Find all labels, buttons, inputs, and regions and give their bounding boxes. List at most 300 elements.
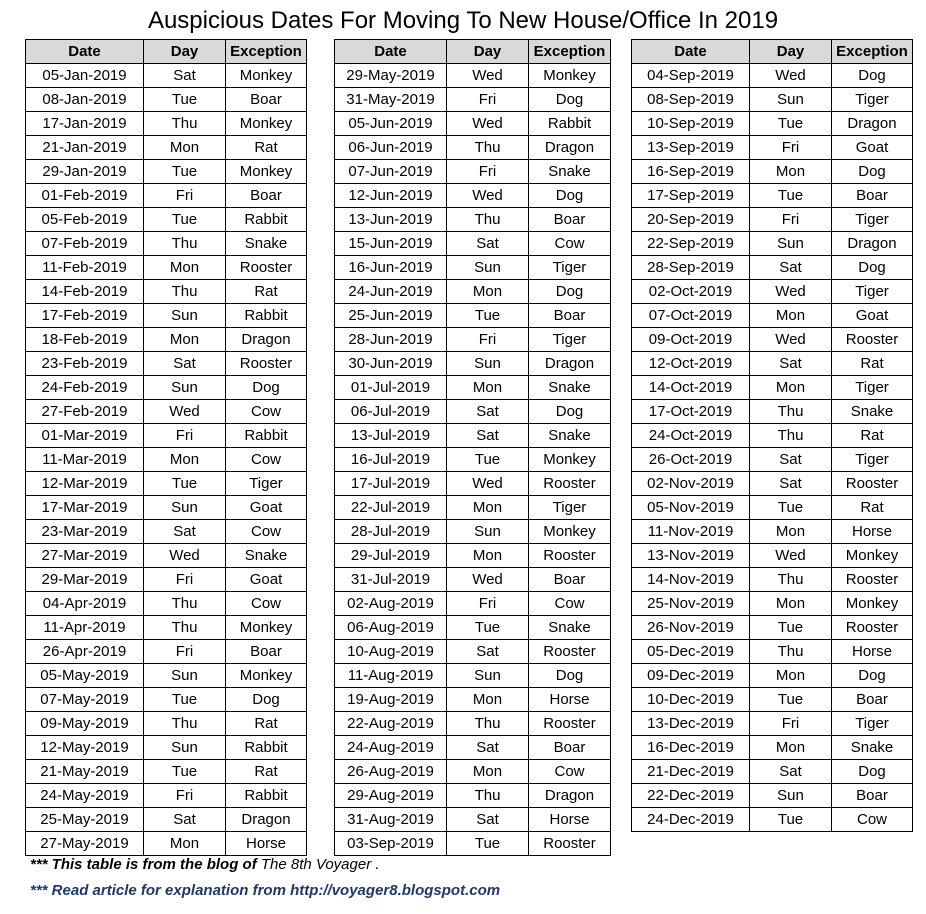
table-row (335, 712, 611, 736)
table-row (632, 544, 913, 568)
exception-cell: Goat (226, 496, 307, 520)
source-footnote-blog-name: The 8th Voyager . (256, 856, 380, 873)
table-row (335, 208, 611, 232)
date-cell: 16-Dec-2019 (632, 736, 750, 760)
date-cell: 16-Sep-2019 (632, 160, 750, 184)
table-row (335, 736, 611, 760)
exception-cell: Cow (529, 232, 611, 256)
table-row (26, 88, 307, 112)
exception-cell: Horse (832, 520, 913, 544)
table-row (26, 448, 307, 472)
table-row (26, 544, 307, 568)
date-cell: 14-Feb-2019 (26, 280, 144, 304)
exception-cell: Boar (529, 304, 611, 328)
date-cell: 17-Mar-2019 (26, 496, 144, 520)
table-row (26, 376, 307, 400)
exception-cell: Rooster (226, 352, 307, 376)
exception-cell: Rabbit (226, 424, 307, 448)
day-cell: Mon (144, 832, 226, 856)
table-row (632, 208, 913, 232)
exception-cell: Rat (226, 760, 307, 784)
table-row (632, 280, 913, 304)
date-cell: 28-Sep-2019 (632, 256, 750, 280)
date-cell: 27-Feb-2019 (26, 400, 144, 424)
table-row (632, 352, 913, 376)
day-cell: Fri (750, 712, 832, 736)
date-cell: 25-Jun-2019 (335, 304, 447, 328)
header-exception: Exception (529, 40, 611, 64)
table-row (335, 184, 611, 208)
exception-cell: Rooster (529, 832, 611, 856)
date-cell: 19-Aug-2019 (335, 688, 447, 712)
day-cell: Tue (144, 208, 226, 232)
table-row (335, 688, 611, 712)
table-row (26, 496, 307, 520)
table-row (335, 64, 611, 88)
day-cell: Sun (144, 736, 226, 760)
date-cell: 22-Aug-2019 (335, 712, 447, 736)
day-cell: Sat (447, 736, 529, 760)
table-row (335, 784, 611, 808)
exception-cell: Dog (832, 64, 913, 88)
day-cell: Sat (750, 760, 832, 784)
exception-cell: Rabbit (529, 112, 611, 136)
exception-cell: Tiger (832, 712, 913, 736)
date-cell: 13-Dec-2019 (632, 712, 750, 736)
table-row (632, 592, 913, 616)
exception-cell: Boar (832, 184, 913, 208)
day-cell: Mon (750, 304, 832, 328)
day-cell: Tue (750, 688, 832, 712)
day-cell: Sat (144, 520, 226, 544)
day-cell: Sat (750, 256, 832, 280)
table-row (26, 64, 307, 88)
date-cell: 31-Jul-2019 (335, 568, 447, 592)
table-row (632, 232, 913, 256)
table-row (26, 112, 307, 136)
table-row (632, 256, 913, 280)
exception-cell: Tiger (832, 280, 913, 304)
date-cell: 05-Feb-2019 (26, 208, 144, 232)
exception-cell: Cow (226, 520, 307, 544)
day-cell: Sat (144, 64, 226, 88)
date-cell: 02-Oct-2019 (632, 280, 750, 304)
exception-cell: Snake (226, 232, 307, 256)
date-cell: 10-Sep-2019 (632, 112, 750, 136)
table-header-row (335, 40, 611, 64)
day-cell: Tue (144, 472, 226, 496)
day-cell: Sun (750, 784, 832, 808)
day-cell: Mon (750, 376, 832, 400)
table-row (632, 736, 913, 760)
exception-cell: Tiger (226, 472, 307, 496)
table-row (335, 352, 611, 376)
date-cell: 17-Oct-2019 (632, 400, 750, 424)
table-row (632, 616, 913, 640)
day-cell: Wed (750, 328, 832, 352)
exception-cell: Dog (226, 376, 307, 400)
day-cell: Thu (144, 712, 226, 736)
table-row (26, 424, 307, 448)
day-cell: Wed (447, 64, 529, 88)
day-cell: Tue (447, 304, 529, 328)
exception-cell: Rat (832, 424, 913, 448)
header-day: Day (750, 40, 832, 64)
table-row (335, 400, 611, 424)
day-cell: Tue (750, 616, 832, 640)
day-cell: Sat (447, 640, 529, 664)
date-cell: 15-Jun-2019 (335, 232, 447, 256)
exception-cell: Rooster (226, 256, 307, 280)
day-cell: Sat (144, 352, 226, 376)
table-row (335, 592, 611, 616)
date-cell: 01-Feb-2019 (26, 184, 144, 208)
date-cell: 06-Jun-2019 (335, 136, 447, 160)
date-cell: 29-May-2019 (335, 64, 447, 88)
day-cell: Mon (144, 448, 226, 472)
date-cell: 24-Oct-2019 (632, 424, 750, 448)
date-cell: 24-May-2019 (26, 784, 144, 808)
table-row (632, 496, 913, 520)
exception-cell: Rat (832, 496, 913, 520)
table-row (26, 472, 307, 496)
exception-cell: Dog (529, 400, 611, 424)
exception-cell: Boar (226, 184, 307, 208)
exception-cell: Boar (226, 88, 307, 112)
table-row (335, 496, 611, 520)
exception-cell: Cow (226, 592, 307, 616)
day-cell: Mon (750, 736, 832, 760)
date-cell: 13-Sep-2019 (632, 136, 750, 160)
table-row (632, 64, 913, 88)
table-row (26, 280, 307, 304)
day-cell: Mon (144, 136, 226, 160)
table-row (26, 136, 307, 160)
date-cell: 25-Nov-2019 (632, 592, 750, 616)
exception-cell: Tiger (832, 208, 913, 232)
day-cell: Thu (447, 208, 529, 232)
day-cell: Sun (144, 496, 226, 520)
exception-cell: Boar (529, 208, 611, 232)
table-row (26, 520, 307, 544)
exception-cell: Dog (529, 664, 611, 688)
day-cell: Thu (144, 616, 226, 640)
table-header-row (26, 40, 307, 64)
date-cell: 08-Jan-2019 (26, 88, 144, 112)
day-cell: Tue (750, 184, 832, 208)
date-cell: 14-Nov-2019 (632, 568, 750, 592)
exception-cell: Dog (529, 280, 611, 304)
day-cell: Fri (144, 568, 226, 592)
day-cell: Mon (447, 688, 529, 712)
date-cell: 25-May-2019 (26, 808, 144, 832)
day-cell: Thu (447, 784, 529, 808)
dates-table-2 (334, 39, 611, 856)
date-cell: 04-Apr-2019 (26, 592, 144, 616)
table-row (335, 160, 611, 184)
table-row (335, 832, 611, 856)
table-row (632, 688, 913, 712)
table-row (26, 592, 307, 616)
date-cell: 22-Dec-2019 (632, 784, 750, 808)
day-cell: Tue (750, 808, 832, 832)
table-row (26, 640, 307, 664)
source-footnote-bold: *** This table is from the blog of (30, 856, 257, 873)
header-date: Date (26, 40, 144, 64)
table-row (26, 400, 307, 424)
day-cell: Wed (447, 112, 529, 136)
date-cell: 27-May-2019 (26, 832, 144, 856)
table-row (335, 232, 611, 256)
table-row (335, 328, 611, 352)
day-cell: Sat (750, 352, 832, 376)
exception-cell: Goat (832, 304, 913, 328)
day-cell: Wed (447, 184, 529, 208)
table-row (26, 760, 307, 784)
exception-cell: Rat (226, 280, 307, 304)
exception-cell: Rabbit (226, 304, 307, 328)
table-row (632, 784, 913, 808)
table-row (26, 208, 307, 232)
date-cell: 07-Oct-2019 (632, 304, 750, 328)
exception-cell: Tiger (529, 328, 611, 352)
date-cell: 12-Oct-2019 (632, 352, 750, 376)
exception-cell: Tiger (529, 496, 611, 520)
day-cell: Fri (144, 640, 226, 664)
date-cell: 16-Jun-2019 (335, 256, 447, 280)
day-cell: Thu (750, 640, 832, 664)
exception-cell: Rabbit (226, 208, 307, 232)
table-row (26, 832, 307, 856)
exception-cell: Cow (832, 808, 913, 832)
date-cell: 13-Jun-2019 (335, 208, 447, 232)
table-row (26, 352, 307, 376)
table-row (335, 640, 611, 664)
date-cell: 17-Jul-2019 (335, 472, 447, 496)
exception-cell: Snake (832, 400, 913, 424)
day-cell: Thu (750, 424, 832, 448)
exception-cell: Goat (226, 568, 307, 592)
dates-table-3 (631, 39, 913, 832)
exception-cell: Dragon (832, 112, 913, 136)
date-cell: 01-Mar-2019 (26, 424, 144, 448)
date-cell: 23-Mar-2019 (26, 520, 144, 544)
exception-cell: Monkey (226, 160, 307, 184)
exception-cell: Tiger (832, 88, 913, 112)
day-cell: Tue (447, 448, 529, 472)
table-row (632, 328, 913, 352)
day-cell: Tue (144, 160, 226, 184)
table-row (335, 256, 611, 280)
date-cell: 30-Jun-2019 (335, 352, 447, 376)
day-cell: Mon (750, 592, 832, 616)
exception-cell: Tiger (529, 256, 611, 280)
day-cell: Sat (750, 472, 832, 496)
day-cell: Tue (447, 832, 529, 856)
day-cell: Sun (750, 232, 832, 256)
exception-cell: Dog (529, 88, 611, 112)
exception-cell: Monkey (226, 64, 307, 88)
date-cell: 07-May-2019 (26, 688, 144, 712)
date-cell: 20-Sep-2019 (632, 208, 750, 232)
exception-cell: Snake (529, 424, 611, 448)
date-cell: 09-Dec-2019 (632, 664, 750, 688)
header-exception: Exception (226, 40, 307, 64)
exception-cell: Monkey (226, 112, 307, 136)
day-cell: Thu (750, 400, 832, 424)
day-cell: Fri (447, 88, 529, 112)
date-cell: 05-Nov-2019 (632, 496, 750, 520)
exception-cell: Dragon (529, 352, 611, 376)
date-cell: 31-May-2019 (335, 88, 447, 112)
date-cell: 12-Jun-2019 (335, 184, 447, 208)
date-cell: 17-Feb-2019 (26, 304, 144, 328)
table-row (335, 472, 611, 496)
day-cell: Mon (447, 760, 529, 784)
exception-cell: Tiger (832, 448, 913, 472)
day-cell: Wed (144, 400, 226, 424)
table-row (26, 568, 307, 592)
date-cell: 01-Jul-2019 (335, 376, 447, 400)
exception-cell: Dog (832, 160, 913, 184)
table-row (632, 112, 913, 136)
day-cell: Wed (447, 568, 529, 592)
table-row (335, 304, 611, 328)
header-day: Day (144, 40, 226, 64)
day-cell: Tue (144, 688, 226, 712)
table-row (632, 664, 913, 688)
day-cell: Sun (144, 304, 226, 328)
table-row (632, 376, 913, 400)
date-cell: 22-Sep-2019 (632, 232, 750, 256)
table-row (632, 184, 913, 208)
exception-cell: Horse (832, 640, 913, 664)
dates-table-1 (25, 39, 307, 856)
table-row (335, 808, 611, 832)
date-cell: 24-Jun-2019 (335, 280, 447, 304)
exception-cell: Dog (529, 184, 611, 208)
exception-cell: Horse (529, 688, 611, 712)
exception-cell: Snake (529, 376, 611, 400)
exception-cell: Monkey (226, 616, 307, 640)
exception-cell: Monkey (226, 664, 307, 688)
table-row (632, 160, 913, 184)
exception-cell: Dragon (226, 808, 307, 832)
date-cell: 12-May-2019 (26, 736, 144, 760)
table-row (632, 808, 913, 832)
day-cell: Mon (447, 280, 529, 304)
date-cell: 07-Feb-2019 (26, 232, 144, 256)
header-date: Date (335, 40, 447, 64)
table-row (632, 424, 913, 448)
exception-cell: Monkey (832, 592, 913, 616)
exception-cell: Monkey (832, 544, 913, 568)
exception-cell: Monkey (529, 448, 611, 472)
day-cell: Mon (447, 496, 529, 520)
table-row (26, 616, 307, 640)
table-row (335, 616, 611, 640)
date-cell: 02-Nov-2019 (632, 472, 750, 496)
table-row (632, 472, 913, 496)
exception-cell: Rabbit (226, 736, 307, 760)
exception-cell: Boar (529, 568, 611, 592)
table-row (632, 712, 913, 736)
day-cell: Tue (144, 760, 226, 784)
day-cell: Fri (447, 328, 529, 352)
exception-cell: Rooster (529, 640, 611, 664)
page-title: Auspicious Dates For Moving To New House/Office In 2019 (147, 7, 779, 34)
exception-cell: Horse (529, 808, 611, 832)
exception-cell: Dragon (832, 232, 913, 256)
exception-cell: Dog (832, 760, 913, 784)
date-cell: 26-Aug-2019 (335, 760, 447, 784)
date-cell: 17-Jan-2019 (26, 112, 144, 136)
exception-cell: Snake (529, 616, 611, 640)
table-row (632, 136, 913, 160)
exception-cell: Rat (832, 352, 913, 376)
day-cell: Tue (750, 112, 832, 136)
exception-cell: Dog (832, 256, 913, 280)
date-cell: 24-Feb-2019 (26, 376, 144, 400)
date-cell: 05-Dec-2019 (632, 640, 750, 664)
exception-cell: Rooster (832, 616, 913, 640)
day-cell: Sat (447, 400, 529, 424)
exception-cell: Snake (832, 736, 913, 760)
day-cell: Sun (144, 376, 226, 400)
date-cell: 16-Jul-2019 (335, 448, 447, 472)
date-cell: 21-Dec-2019 (632, 760, 750, 784)
day-cell: Mon (750, 664, 832, 688)
date-cell: 11-Mar-2019 (26, 448, 144, 472)
exception-cell: Monkey (529, 64, 611, 88)
table-row (26, 304, 307, 328)
date-cell: 02-Aug-2019 (335, 592, 447, 616)
table-row (26, 328, 307, 352)
date-cell: 11-Apr-2019 (26, 616, 144, 640)
date-cell: 13-Nov-2019 (632, 544, 750, 568)
table-row (335, 136, 611, 160)
date-cell: 17-Sep-2019 (632, 184, 750, 208)
exception-cell: Dragon (226, 328, 307, 352)
day-cell: Sat (447, 232, 529, 256)
exception-cell: Boar (529, 736, 611, 760)
exception-cell: Dog (832, 664, 913, 688)
day-cell: Sun (750, 88, 832, 112)
exception-cell: Horse (226, 832, 307, 856)
table-row (26, 232, 307, 256)
exception-cell: Rat (226, 712, 307, 736)
day-cell: Sat (750, 448, 832, 472)
day-cell: Thu (447, 136, 529, 160)
day-cell: Fri (750, 136, 832, 160)
table-row (26, 664, 307, 688)
day-cell: Wed (750, 280, 832, 304)
table-row (26, 256, 307, 280)
exception-cell: Cow (529, 592, 611, 616)
day-cell: Thu (144, 592, 226, 616)
date-cell: 14-Oct-2019 (632, 376, 750, 400)
date-cell: 13-Jul-2019 (335, 424, 447, 448)
exception-cell: Tiger (832, 376, 913, 400)
day-cell: Mon (750, 520, 832, 544)
table-row (335, 88, 611, 112)
day-cell: Sat (447, 808, 529, 832)
date-cell: 12-Mar-2019 (26, 472, 144, 496)
exception-cell: Boar (832, 688, 913, 712)
table-row (632, 88, 913, 112)
date-cell: 11-Aug-2019 (335, 664, 447, 688)
date-cell: 21-Jan-2019 (26, 136, 144, 160)
